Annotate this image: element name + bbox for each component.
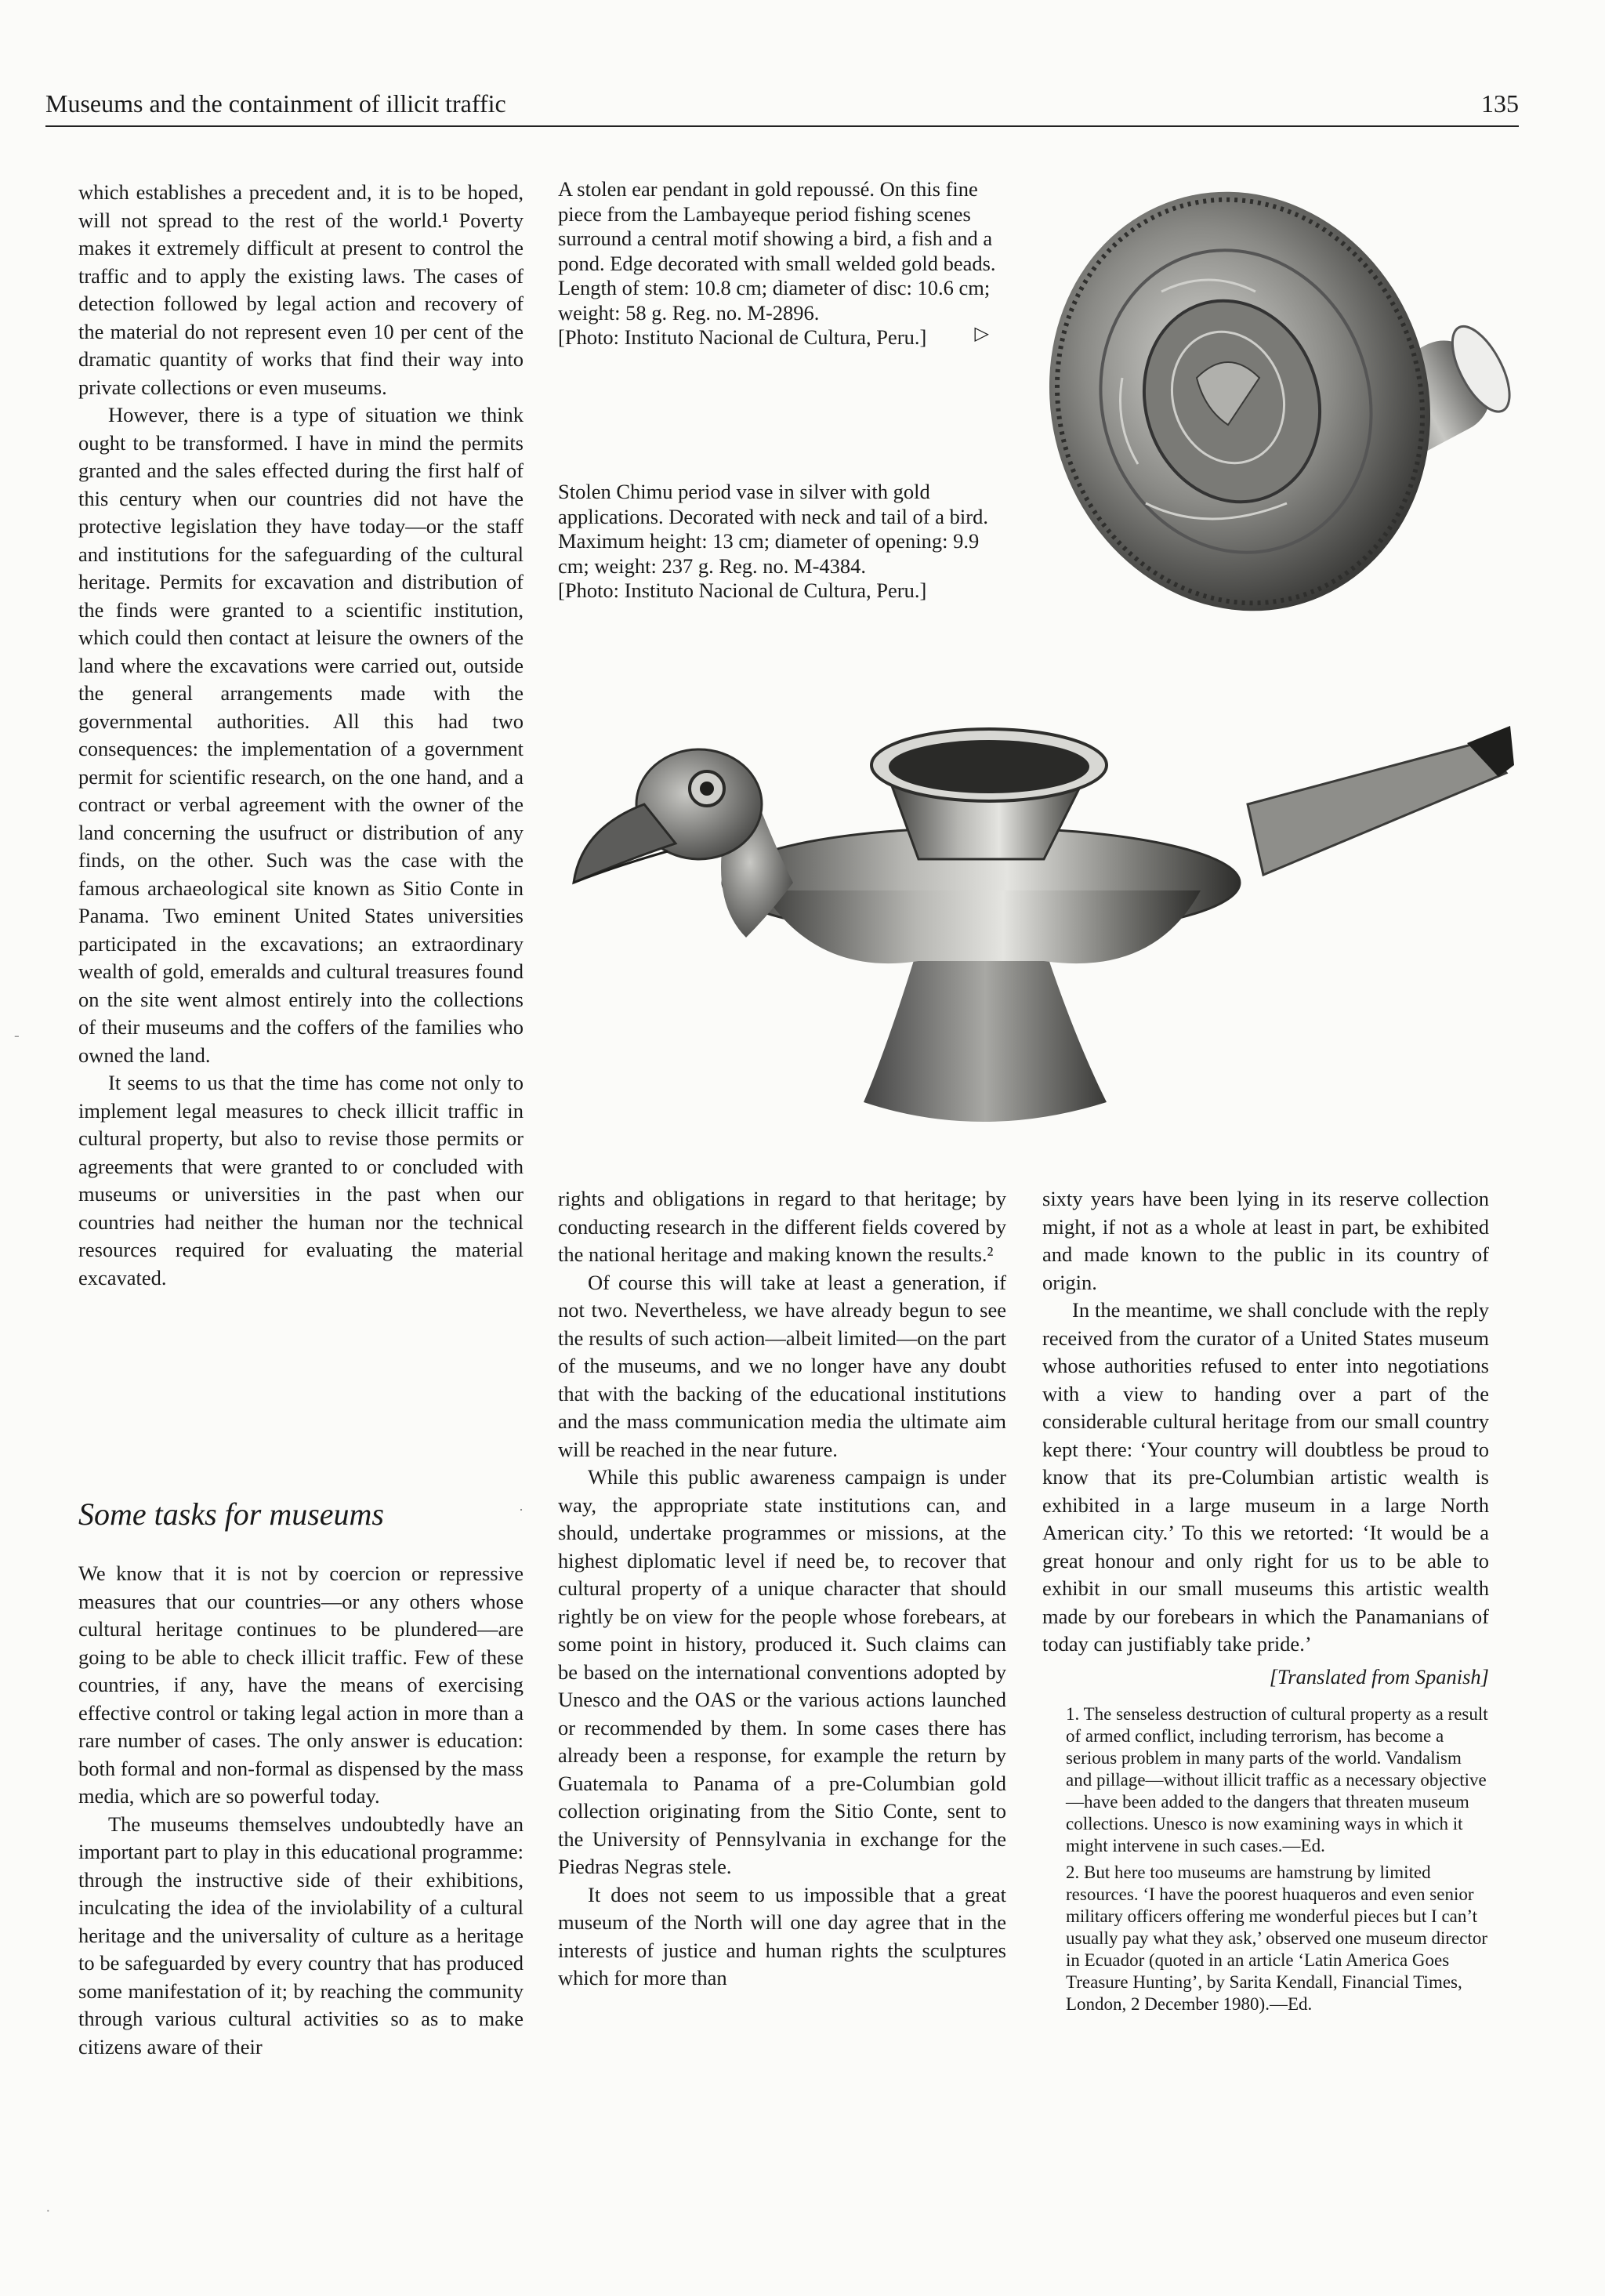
gold-ear-pendant-photo <box>1028 174 1514 676</box>
running-title: Museums and the containment of illicit traffic <box>45 89 506 118</box>
caption-text: A stolen ear pendant in gold repoussé. On this fine piece from the Lambayeque period fishing scenes surround a central motif showing a bird, a fish and a pond. Edge decorated with small welded gold beads. Length of stem: 10.8 cm; diameter of disc: 10.6 cm; weight: 58 g. Reg. no. M-2896. <box>558 177 996 325</box>
footnote: 2. But here too museums are hamstrung by limited resources. ‘I have the poorest huaqueros and even senior military officers offering me wonderful pieces but I can’t usually pay what they ask,’ observed one museum director in Ecuador (quoted in an article ‘Latin America Goes Treasure Hunting’, by Sarita Kendall, Financial Times, London, 2 December 1980).—Ed. <box>1066 1863 1488 2014</box>
running-head <box>45 78 1519 127</box>
section-heading <box>78 1496 524 1532</box>
column-3 <box>1042 1185 1489 2020</box>
margin-mark: · <box>45 2203 51 2220</box>
page-number: 135 <box>1481 89 1519 118</box>
column-2 <box>558 1185 1006 1993</box>
paragraph: sixty years have been lying in its reserve collection might, if not as a whole at least in part, be exhibited and made known to the public in its country of origin. <box>1042 1187 1489 1294</box>
caption-text: Stolen Chimu period vase in silver with gold applications. Decorated with neck and tail of a bird. Maximum height: 13 cm; diameter of opening: 9.9 cm; weight: 237 g. Reg. no. M-4384. <box>558 480 988 578</box>
column-1-top <box>78 179 524 1292</box>
footnote: 1. The senseless destruction of cultural property as a result of armed conflict, including terrorism, has become a serious problem in many parts of the world. Vandalism and pillage—without illicit traffic as a necessary objective—have been added to the dangers that threaten museum collections. Unesco is now examining ways in which it might intervene in such cases.—Ed. <box>1066 1704 1488 1855</box>
photo-credit: [Photo: Instituto Nacional de Cultura, Peru.] <box>558 325 927 349</box>
paragraph: The museums themselves undoubtedly have an important part to play in this educational programme: through the instructive side of their exhibitions, inculcating the idea of the inviolability of a cultural heritage and the universality of culture as a heritage to be safeguarded by every country that has produced some manifestation of it; by reaching the community through various cultural activities so as to make citizens aware of their <box>78 1812 524 2058</box>
caption-pendant <box>558 177 997 350</box>
margin-mark: - <box>14 1027 20 1044</box>
paragraph: which establishes a precedent and, it is to be hoped, will not spread to the rest of the world.¹ Poverty makes it extremely difficult at present to control the traffic and to apply the existing laws. The cases of detection followed by legal action and recovery of the material do not represent even 10 per cent of the dramatic quantity of works that find their way into private collections or even museums. <box>78 180 524 399</box>
right-arrow-icon: ▷ <box>974 324 989 344</box>
paragraph: Of course this will take at least a generation, if not two. Nevertheless, we have already begun to see the results of such action—albeit limited—on the part of the museums, and we no longer have any doubt that with the backing of the educational institutions and the mass communication media the ultimate aim will be reached in the near future. <box>558 1270 1006 1461</box>
caption-vase <box>558 480 997 604</box>
silver-bird-vase-photo <box>558 679 1514 1144</box>
paragraph: However, there is a type of situation we think ought to be transformed. I have in mind the permits granted and the sales effected during the first half of this century when our countries did not have the protective legislation they have today—or the staff and institutions for the safeguarding of the cultural heritage. Permits for excavation and distribution of the finds were granted to a scientific institution, which could then contact at leisure the owners of the land where the excavations were carried out, outside the general arrangements made with the governmental authorities. All this had two consequences: the implementation of a government permit for scientific research, on the one hand, and a contract or verbal agreement with the owner of the land concerning the usufruct or distribution of any finds, on the other. Such was the case with the famous archaeological site known as Sitio Conte in Panama. Two eminent United States universities participated in the excavations; an extraordinary wealth of gold, emeralds and cultural treasures found on the site went almost entirely into the collections of their museums and the coffers of the families who owned the land. <box>78 403 524 1067</box>
paragraph: It does not seem to us impossible that a great museum of the North will one day agree that in the interests of justice and human rights the sculptures which for more than <box>558 1882 1006 1990</box>
paragraph: rights and obligations in regard to that heritage; by conducting research in the different fields covered by the national heritage and making known the results.² <box>558 1187 1006 1266</box>
margin-dot: · <box>519 1502 524 1518</box>
paragraph: In the meantime, we shall conclude with the reply received from the curator of a United States museum whose authorities refused to enter into negotiations with a view to handing over a part of the considerable cultural heritage from our small country kept there: ‘Your country will doubtless be proud to know that its pre-Columbian artistic wealth is exhibited in a large museum in a large North American city.’ To this we retorted: ‘It would be a great honour and only right for us to be able to exhibit in our small museums this artistic wealth made by our forebears in which the Panamanians of today can justifiably take pride.’ <box>1042 1298 1489 1656</box>
footnotes <box>1042 1703 1489 2015</box>
section-heading-text: Some tasks for museums <box>78 1496 384 1532</box>
paragraph: It seems to us that the time has come not only to implement legal measures to check illicit traffic in cultural property, but also to revise those permits or agreements that were granted to or concluded with museums or universities in the past when our countries had neither the human nor the technical resources required for evaluating the material excavated. <box>78 1071 524 1289</box>
paragraph: We know that it is not by coercion or repressive measures that our countries—or any others whose cultural heritage continues to be plundered—are going to be able to check illicit traffic. Few of these countries, if any, have the means of exercising effective control or taking legal action in more than a rare number of cases. The only answer is education: both formal and non-formal as dispensed by the mass media, which are so powerful today. <box>78 1561 524 1808</box>
photo-credit: [Photo: Instituto Nacional de Cultura, Peru.] <box>558 579 927 602</box>
paragraph: While this public awareness campaign is under way, the appropriate state institutions can, and should, undertake programmes or missions, at the highest diplomatic level if need be, to recover that cultural property of a unique character that should rightly be on view for the people whose forebears, at some point in history, produced it. Such claims can be based on the international conventions adopted by Unesco and the OAS or the various actions launched or recommended by them. In some cases there has already been a response, for example the return by Guatemala to Panama of a pre-Columbian gold collection originating from the Sitio Conte, sent to the University of Pennsylvania in exchange for the Piedras Negras stele. <box>558 1465 1006 1878</box>
column-1-bottom <box>78 1560 524 2061</box>
translated-note: [Translated from Spanish] <box>1269 1664 1489 1688</box>
